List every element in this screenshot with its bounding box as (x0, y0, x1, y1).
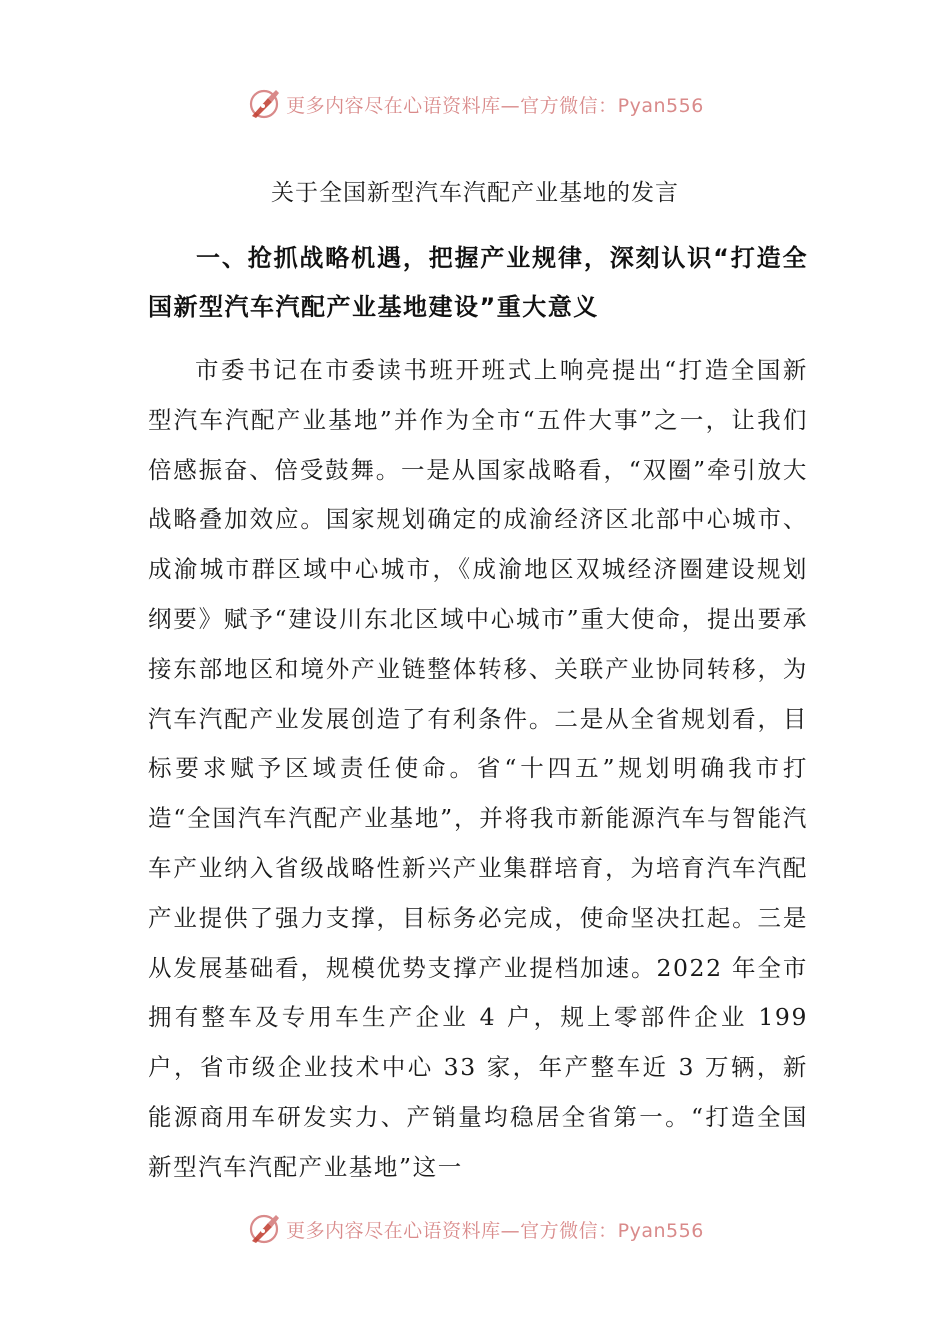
watermark-banner-top (0, 82, 950, 126)
section-heading: 一、抢抓战略机遇，把握产业规律，深刻认识“打造全国新型汽车汽配产业基地建设”重大意义 (148, 244, 808, 321)
watermark-banner-bottom (0, 1207, 950, 1251)
pen-nib-circle-icon (246, 86, 282, 122)
pen-nib-circle-icon (246, 1211, 282, 1247)
page-title: 关于全国新型汽车汽配产业基地的发言 (271, 180, 679, 206)
watermark-text: 更多内容尽在心语资料库—官方微信：Pyan556 (286, 94, 704, 117)
watermark-text: 更多内容尽在心语资料库—官方微信：Pyan556 (286, 1219, 704, 1242)
body-paragraph: 市委书记在市委读书班开班式上响亮提出“打造全国新型汽车汽配产业基地”并作为全市“五件大事”之一，让我们倍感振奋、倍受鼓舞。一是从国家战略看，“双圈”牵引放大战略叠加效应。国家规划确定的成渝经济区北部中心城市、成渝城市群区域中心城市，《成渝地区双城经济圈建设规划纲要》赋予“建设川东北区域中心城市”重大使命，提出要承接东部地区和境外产业链整体转移、关联产业协同转移，为汽车汽配产业发展创造了有利条件。二是从全省规划看，目标要求赋予区域责任使命。省“十四五”规划明确我市打造“全国汽车汽配产业基地”，并将我市新能源汽车与智能汽车产业纳入省级战略性新兴产业集群培育，为培育汽车汽配产业提供了强力支撑，目标务必完成，使命坚决扛起。三是从发展基础看，规模优势支撑产业提档加速。2022 年全市拥有整车及专用车生产企业 4 户，规上零部件企业 199 户，省市级企业技术中心 33 家，年产整车近 3 万辆，新能源商用车研发实力、产销量均稳居全省第一。“打造全国新型汽车汽配产业基地”这一 (148, 356, 808, 1181)
